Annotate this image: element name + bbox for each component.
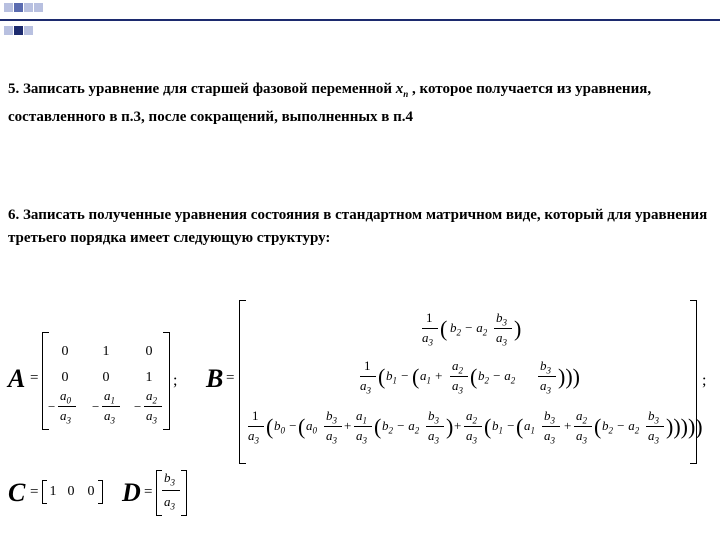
- a-r3c3-den: $a_3$: [146, 408, 157, 426]
- a-r3c3-bar: [144, 406, 162, 407]
- matrix-d-equals: =: [144, 484, 153, 500]
- matrix-a-equals: =: [30, 370, 39, 386]
- matrix-b-equals: =: [226, 370, 235, 386]
- d-bar: [162, 490, 180, 491]
- a-r3c3-num: $a_2$: [146, 388, 157, 406]
- deco-square: [14, 26, 23, 35]
- item-5-lead: 5. Записать уравнение для старшей фазовой переменной: [8, 81, 396, 97]
- a-r3c2-den: $a_3$: [104, 408, 115, 426]
- a-r3c2-num: $a_1$: [104, 388, 115, 406]
- var-x: x: [395, 81, 404, 97]
- matrix-d-label: D: [122, 478, 141, 507]
- matrix-c-label: C: [8, 478, 26, 507]
- a-r2c1: 0: [61, 370, 69, 385]
- d-den: $a_3$: [164, 494, 175, 512]
- deco-square: [24, 26, 33, 35]
- matrix-a-label: A: [8, 364, 26, 393]
- item-6-text: 6. Записать полученные уравнения состояния в стандартном матричном виде, который для уравнения третьего порядка имеет следующую структуру:: [8, 207, 708, 246]
- matrix-d-right-bracket: [181, 470, 187, 516]
- deco-square: [24, 3, 33, 12]
- a-r3-minus-2: −: [92, 399, 100, 414]
- matrix-d-left-bracket: [156, 470, 162, 516]
- deco-square: [14, 3, 23, 12]
- a-r1c2: 1: [102, 344, 110, 359]
- var-n: n: [403, 89, 409, 99]
- a-r1c1: 0: [61, 344, 69, 359]
- a-r1c3: 0: [145, 344, 153, 359]
- a-r2c3: 1: [145, 370, 153, 385]
- deco-square: [4, 26, 13, 35]
- matrix-a-right-bracket: [163, 332, 170, 430]
- a-r3c2-bar: [102, 406, 120, 407]
- matrix-a-semicolon: ;: [173, 372, 178, 389]
- c-c3: 0: [87, 484, 95, 499]
- c-c2: 0: [67, 484, 75, 499]
- d-num: $b_3$: [164, 470, 175, 488]
- deco-square: [34, 3, 43, 12]
- a-r3c1-den: $a_3$: [60, 408, 71, 426]
- matrix-c-right-bracket: [98, 480, 103, 504]
- a-r3c1-bar: [58, 406, 76, 407]
- matrix-b-label: B: [206, 364, 224, 393]
- matrix-a-left-bracket: [42, 332, 49, 430]
- a-r3-minus-3: −: [134, 399, 142, 414]
- a-r3-minus: −: [48, 399, 56, 414]
- a-r2c2: 0: [102, 370, 110, 385]
- matrix-b-left-bracket: [239, 300, 246, 464]
- matrix-c-equals: =: [30, 484, 39, 500]
- deco-square: [4, 3, 13, 12]
- header-rule: [0, 19, 720, 21]
- matrix-b-semicolon: ;: [702, 372, 707, 389]
- c-c1: 1: [49, 484, 57, 499]
- item-5-tail: , которое получается из уравнения, составленного в п.3, после сокращений, выполненных в п.4: [8, 81, 652, 125]
- item-5-text: [8, 78, 708, 129]
- a-r3c1-num: $a_0$: [60, 388, 71, 406]
